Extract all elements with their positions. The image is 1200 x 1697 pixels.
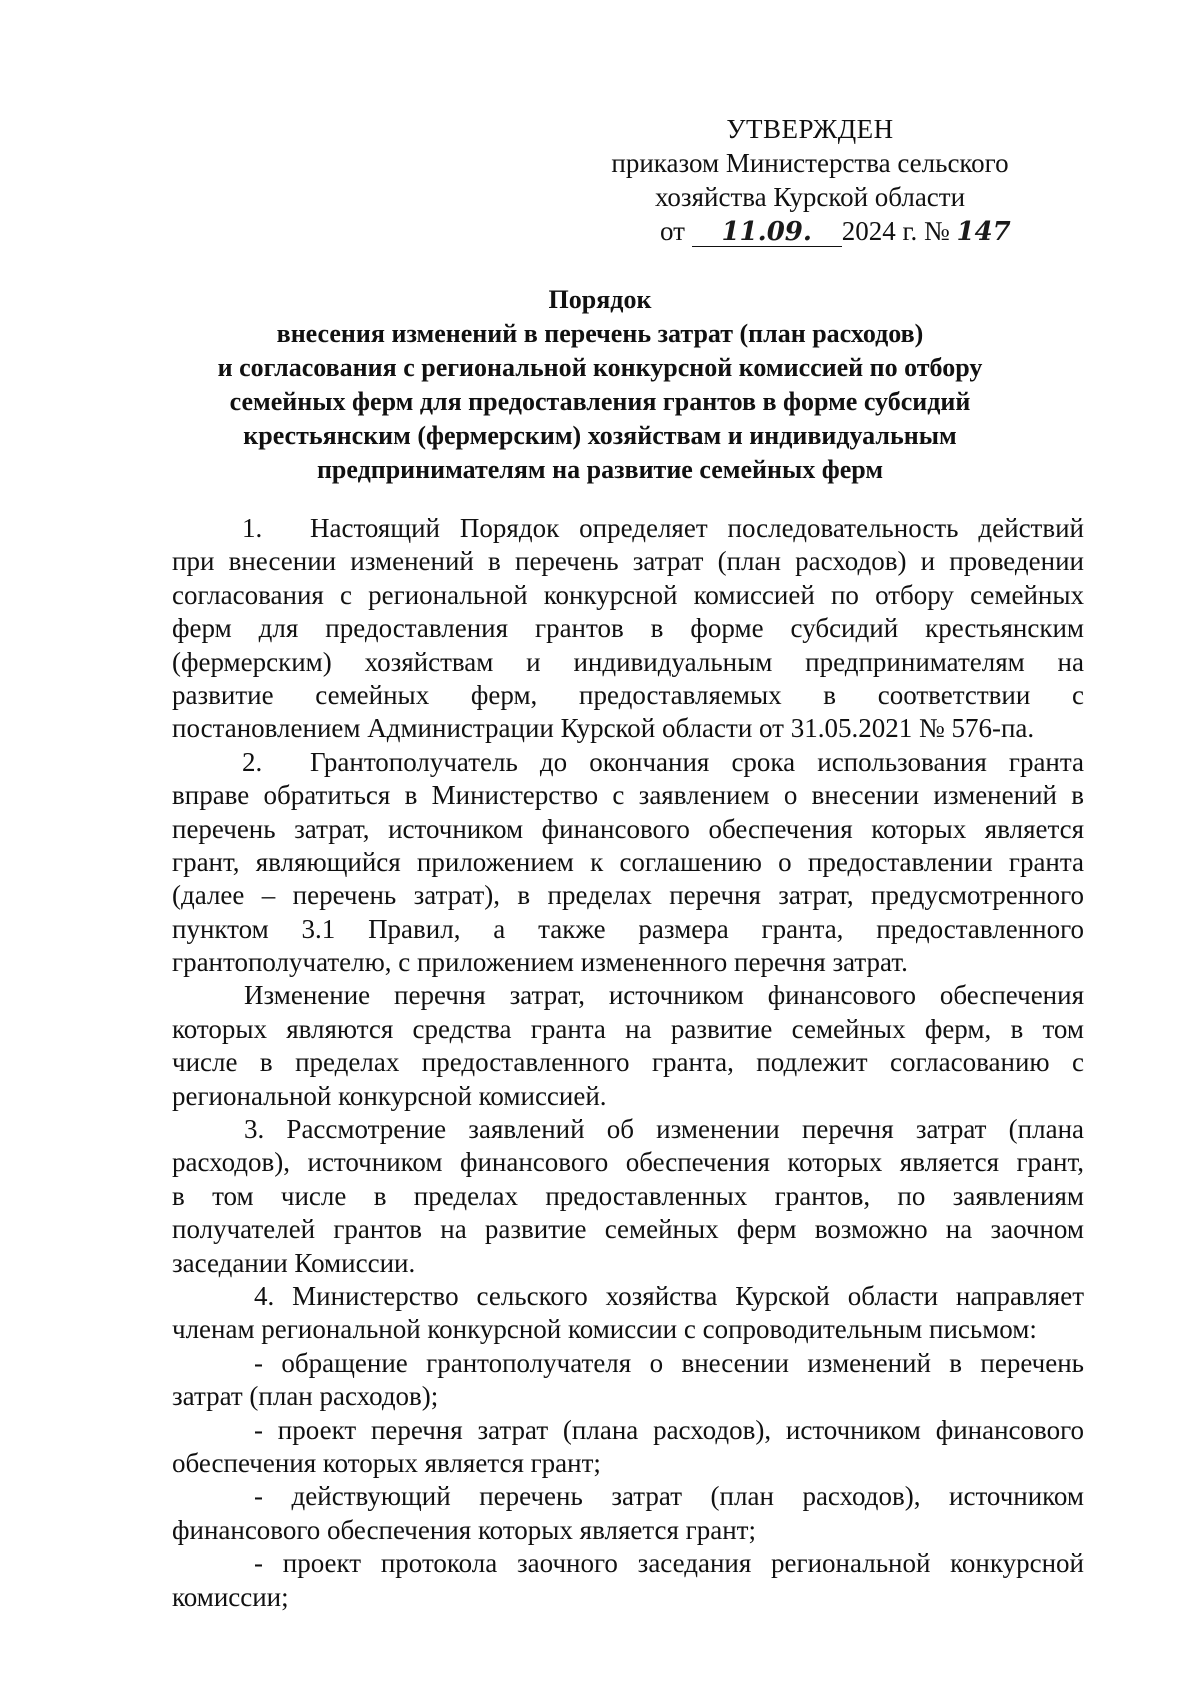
approval-year: 2024 г. № (841, 216, 950, 246)
paragraph-line: заседании Комиссии. (172, 1247, 416, 1278)
approval-prefix: от (660, 216, 685, 246)
document-body (172, 512, 1084, 1614)
document-title (160, 283, 1040, 487)
paragraph-line: получателей грантов на развитие семейных ферм возможно на заочном (172, 1214, 1084, 1245)
paragraph-line: ферм для предоставления грантов в форме субсидий крестьянским (172, 613, 1084, 644)
paragraph-line: членам региональной конкурсной комиссии с сопроводительным письмом: (172, 1314, 1037, 1345)
list-item (172, 1347, 1084, 1414)
approval-block (560, 112, 1060, 248)
paragraph-4 (172, 1280, 1084, 1347)
paragraph-3 (172, 1113, 1084, 1280)
title-line: крестьянским (фермерским) хозяйствам и индивидуальным (243, 421, 957, 450)
approval-line-1: приказом Министерства сельского (611, 148, 1009, 178)
paragraph-line: (фермерским) хозяйствам и индивидуальным предпринимателям на (172, 646, 1084, 677)
approval-date-field (692, 217, 842, 247)
paragraph-line: пунктом 3.1 Правил, а также размера гранта, предоставленного (172, 913, 1084, 944)
paragraph-line: развитие семейных ферм, предоставляемых в соответствии с (172, 679, 1084, 710)
paragraph-line: - проект перечня затрат (плана расходов), источником финансового (254, 1414, 1084, 1445)
paragraph-line: - действующий перечень затрат (план расходов), источником (254, 1481, 1084, 1512)
list-item (172, 1414, 1084, 1481)
paragraph-line: грантополучателю, с приложением измененного перечня затрат. (172, 947, 908, 978)
list-item (172, 1480, 1084, 1547)
title-line: семейных ферм для предоставления грантов в форме субсидий (229, 387, 971, 416)
paragraph-2 (172, 746, 1084, 980)
paragraph-line: затрат (план расходов); (172, 1381, 439, 1412)
paragraph-line: при внесении изменений в перечень затрат (план расходов) и проведении (172, 546, 1084, 577)
paragraph-line: Изменение перечня затрат, источником финансового обеспечения (244, 980, 1084, 1011)
paragraph-line: - обращение грантополучателя о внесении изменений в перечень (254, 1347, 1084, 1378)
paragraph-line: обеспечения которых является грант; (172, 1447, 601, 1478)
paragraph-line: в том числе в пределах предоставленных грантов, по заявлениям (172, 1180, 1084, 1211)
paragraph-line: 2. Грантополучатель до окончания срока использования гранта (172, 746, 1084, 779)
paragraph-line: расходов), источником финансового обеспечения которых является грант, (172, 1147, 1084, 1178)
handwritten-number: 147 (956, 217, 1011, 247)
paragraph-line: комиссии; (172, 1581, 289, 1612)
paragraph-line: вправе обратиться в Министерство с заявлением о внесении изменений в (172, 780, 1084, 811)
paragraph-line: финансового обеспечения которых является грант; (172, 1514, 756, 1545)
paragraph-line: 1. Настоящий Порядок определяет последовательность действий (172, 512, 1084, 545)
title-line: и согласования с региональной конкурсной комиссией по отбору (217, 353, 983, 382)
title-heading: Порядок (548, 285, 652, 314)
paragraph-number: 1. (242, 513, 263, 543)
paragraph-line: 4. Министерство сельского хозяйства Курской области направляет (254, 1280, 1084, 1311)
paragraph-line: постановлением Администрации Курской области от 31.05.2021 № 576-па. (172, 713, 1035, 744)
approval-stamp: УТВЕРЖДЕН (726, 114, 894, 144)
title-line: внесения изменений в перечень затрат (план расходов) (276, 319, 924, 348)
handwritten-date: 11.09. (721, 217, 812, 247)
approval-number-field (957, 217, 1017, 246)
paragraph-1 (172, 512, 1084, 746)
paragraph-line: перечень затрат, источником финансового обеспечения которых является (172, 813, 1084, 844)
paragraph-line: (далее – перечень затрат), в пределах перечня затрат, предусмотренного (172, 880, 1084, 911)
paragraph-line: которых являются средства гранта на развитие семейных ферм, в том (172, 1013, 1084, 1044)
paragraph-line: 3. Рассмотрение заявлений об изменении перечня затрат (плана (244, 1114, 1084, 1145)
approval-date-line (660, 214, 1060, 248)
paragraph-number: 2. (242, 746, 263, 777)
paragraph-line: - проект протокола заочного заседания региональной конкурсной (254, 1548, 1084, 1579)
list-item (172, 1547, 1084, 1614)
paragraph-2b (172, 979, 1084, 1113)
title-line: предпринимателям на развитие семейных ферм (316, 455, 884, 484)
paragraph-line: грант, являющийся приложением к соглашению о предоставлении гранта (172, 846, 1084, 877)
paragraph-line: числе в пределах предоставленного гранта, подлежит согласованию с (172, 1047, 1084, 1078)
paragraph-line: региональной конкурсной комиссией. (172, 1080, 607, 1111)
approval-line-2: хозяйства Курской области (654, 182, 966, 212)
paragraph-line: согласования с региональной конкурсной комиссией по отбору семейных (172, 579, 1084, 610)
